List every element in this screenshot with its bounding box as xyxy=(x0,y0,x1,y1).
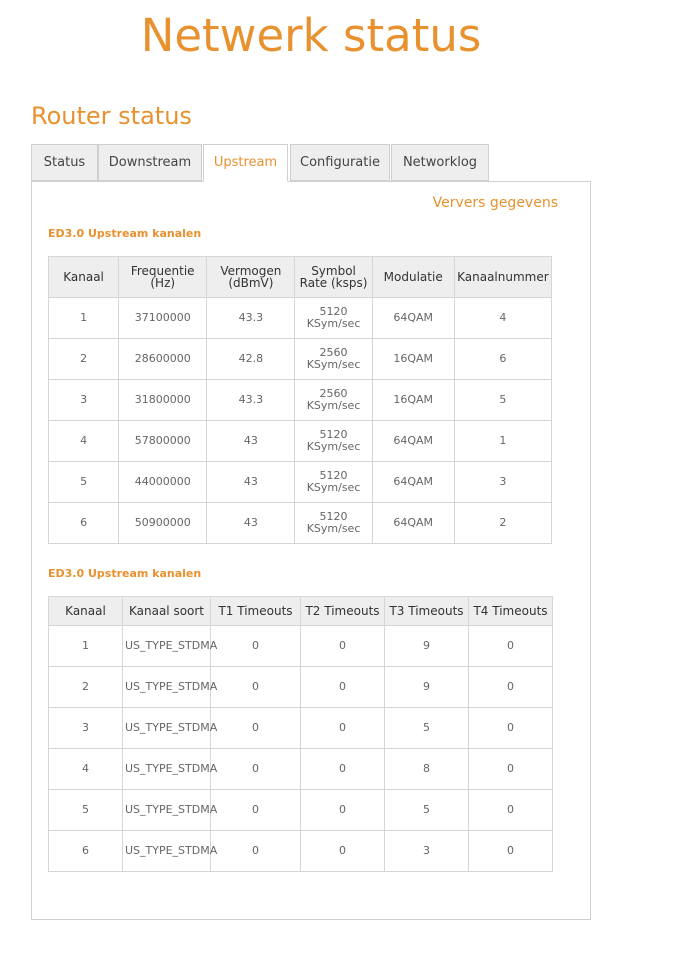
table-cell: 2 xyxy=(49,667,123,708)
table-cell: 0 xyxy=(469,626,553,667)
table-cell: 0 xyxy=(301,790,385,831)
table-cell: 8 xyxy=(385,749,469,790)
table-cell: 64QAM xyxy=(372,462,454,503)
table-cell: US_TYPE_STDMA xyxy=(123,749,211,790)
table-cell: 3 xyxy=(49,708,123,749)
table-cell: 5 xyxy=(385,790,469,831)
table-cell: 0 xyxy=(301,708,385,749)
section-title: Router status xyxy=(31,102,192,130)
table-row xyxy=(49,503,552,544)
table-cell: 2 xyxy=(454,503,551,544)
column-header: T2 Timeouts xyxy=(301,597,385,626)
table-cell: 0 xyxy=(211,831,301,872)
table-cell: 0 xyxy=(211,708,301,749)
upstream-timeouts-table xyxy=(48,596,553,872)
table-cell: 5120 KSym/sec xyxy=(295,421,372,462)
table-cell: 0 xyxy=(301,626,385,667)
page-title: Netwerk status xyxy=(140,9,482,62)
tab-status[interactable]: Status xyxy=(31,144,98,181)
table-cell: 2 xyxy=(49,339,119,380)
table-header-row xyxy=(49,257,552,298)
table-cell: 57800000 xyxy=(119,421,207,462)
tab-upstream[interactable]: Upstream xyxy=(203,144,288,182)
table-cell: 4 xyxy=(49,749,123,790)
table-row xyxy=(49,298,552,339)
table-cell: 3 xyxy=(385,831,469,872)
table-row xyxy=(49,790,553,831)
table-cell: 5120 KSym/sec xyxy=(295,298,372,339)
table-cell: 16QAM xyxy=(372,339,454,380)
table-cell: 3 xyxy=(454,462,551,503)
table-cell: 5 xyxy=(385,708,469,749)
table-cell: 0 xyxy=(211,667,301,708)
column-header: Vermogen (dBmV) xyxy=(207,257,295,298)
table-cell: 1 xyxy=(49,298,119,339)
table-cell: 6 xyxy=(49,831,123,872)
table-cell: 0 xyxy=(211,790,301,831)
column-header: T1 Timeouts xyxy=(211,597,301,626)
table-cell: 0 xyxy=(211,626,301,667)
upstream-table-title: ED3.0 Upstream kanalen xyxy=(48,227,202,240)
table-cell: 6 xyxy=(454,339,551,380)
table-cell: 5 xyxy=(454,380,551,421)
table-header-row xyxy=(49,597,553,626)
upstream-channels-table xyxy=(48,256,552,544)
table-cell: 5120 KSym/sec xyxy=(295,462,372,503)
table-cell: 9 xyxy=(385,667,469,708)
table-cell: 37100000 xyxy=(119,298,207,339)
table-cell: 4 xyxy=(49,421,119,462)
table-row xyxy=(49,626,553,667)
table-cell: 0 xyxy=(469,749,553,790)
table-cell: 2560 KSym/sec xyxy=(295,339,372,380)
tab-configuratie[interactable]: Configuratie xyxy=(290,144,390,181)
column-header: Kanaal xyxy=(49,257,119,298)
table-cell: 1 xyxy=(49,626,123,667)
table-row xyxy=(49,708,553,749)
table-cell: 64QAM xyxy=(372,421,454,462)
table-cell: US_TYPE_STDMA xyxy=(123,708,211,749)
column-header: Frequentie (Hz) xyxy=(119,257,207,298)
table-cell: 6 xyxy=(49,503,119,544)
column-header: Kanaal xyxy=(49,597,123,626)
table-cell: 0 xyxy=(301,749,385,790)
tab-networklog[interactable]: Networklog xyxy=(391,144,489,181)
table-cell: 2560 KSym/sec xyxy=(295,380,372,421)
table-cell: 43 xyxy=(207,462,295,503)
table-cell: 31800000 xyxy=(119,380,207,421)
table-cell: 1 xyxy=(454,421,551,462)
column-header: T3 Timeouts xyxy=(385,597,469,626)
table-row xyxy=(49,462,552,503)
table-row xyxy=(49,831,553,872)
table-cell: 4 xyxy=(454,298,551,339)
table-cell: 0 xyxy=(211,749,301,790)
table-cell: 43 xyxy=(207,503,295,544)
table-cell: US_TYPE_STDMA xyxy=(123,667,211,708)
table-cell: 5 xyxy=(49,462,119,503)
table-cell: 64QAM xyxy=(372,503,454,544)
table-cell: 43.3 xyxy=(207,380,295,421)
table-cell: US_TYPE_STDMA xyxy=(123,626,211,667)
table-cell: 0 xyxy=(469,831,553,872)
tab-downstream[interactable]: Downstream xyxy=(98,144,202,181)
table-cell: 0 xyxy=(469,667,553,708)
column-header: Symbol Rate (ksps) xyxy=(295,257,372,298)
upstream-panel xyxy=(31,181,591,920)
table-cell: 50900000 xyxy=(119,503,207,544)
table-cell: 43 xyxy=(207,421,295,462)
column-header: T4 Timeouts xyxy=(469,597,553,626)
table-cell: US_TYPE_STDMA xyxy=(123,790,211,831)
table-cell: 0 xyxy=(301,831,385,872)
column-header: Kanaalnummer xyxy=(454,257,551,298)
table-row xyxy=(49,421,552,462)
column-header: Modulatie xyxy=(372,257,454,298)
table-cell: US_TYPE_STDMA xyxy=(123,831,211,872)
table-cell: 5 xyxy=(49,790,123,831)
table-cell: 9 xyxy=(385,626,469,667)
table-cell: 3 xyxy=(49,380,119,421)
column-header: Kanaal soort xyxy=(123,597,211,626)
table-cell: 5120 KSym/sec xyxy=(295,503,372,544)
timeouts-table-title: ED3.0 Upstream kanalen xyxy=(48,567,202,580)
table-cell: 64QAM xyxy=(372,298,454,339)
table-cell: 28600000 xyxy=(119,339,207,380)
table-cell: 0 xyxy=(301,667,385,708)
table-cell: 16QAM xyxy=(372,380,454,421)
table-cell: 0 xyxy=(469,708,553,749)
table-row xyxy=(49,667,553,708)
table-cell: 42.8 xyxy=(207,339,295,380)
refresh-link[interactable]: Ververs gegevens xyxy=(432,195,558,211)
table-row xyxy=(49,339,552,380)
table-cell: 44000000 xyxy=(119,462,207,503)
table-row xyxy=(49,380,552,421)
table-row xyxy=(49,749,553,790)
table-cell: 43.3 xyxy=(207,298,295,339)
table-cell: 0 xyxy=(469,790,553,831)
